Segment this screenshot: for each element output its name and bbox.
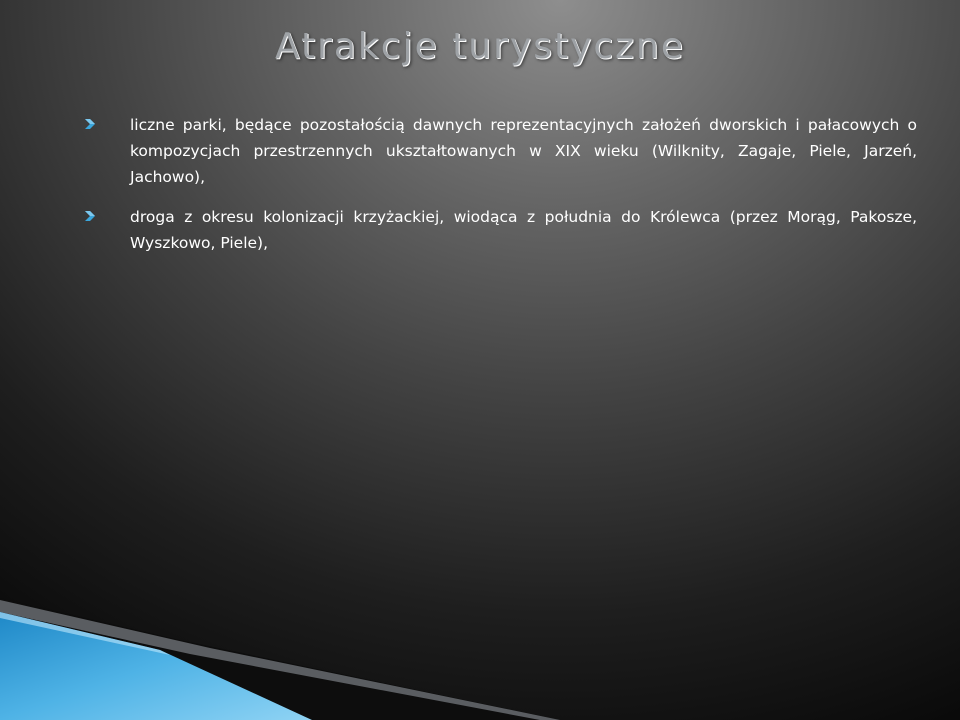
list-item [84, 204, 917, 256]
slide-title: Atrakcje turystyczne [274, 26, 686, 67]
arrow-chevron-icon [84, 118, 96, 130]
bullet-text: droga z okresu kolonizacji krzyżackiej, wiodąca z południa do Królewca (przez Morąg, Pakosze, Wyszkowo, Piele), [130, 208, 917, 252]
list-item [84, 112, 917, 190]
bullet-list [84, 112, 917, 270]
bullet-text: liczne parki, będące pozostałością dawnych reprezentacyjnych założeń dworskich i pałacowych o kompozycjach przestrzennych ukształtowanych w XIX wieku (Wilknity, Zagaje, Piele, Jarzeń, Jachowo), [130, 116, 917, 186]
arrow-chevron-icon [84, 210, 96, 222]
